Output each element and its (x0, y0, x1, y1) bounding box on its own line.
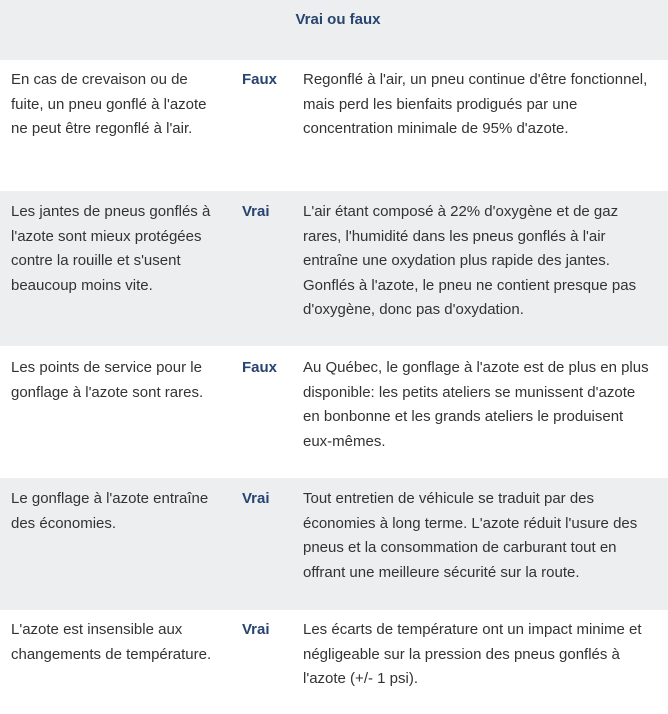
explanation-cell: Regonflé à l'air, un pneu continue d'être fonctionnel, mais perd les bienfaits prodigués par une concentration minimale de 95% d'azote. (303, 71, 648, 137)
statement-cell: Les jantes de pneus gonflés à l'azote sont mieux protégées contre la rouille et s'usent beaucoup moins vite. (11, 203, 211, 294)
statement-cell: Les points de service pour le gonflage à l'azote sont rares. (11, 359, 204, 401)
table-row (0, 191, 668, 346)
table-row (0, 346, 668, 478)
statement-cell: En cas de crevaison ou de fuite, un pneu gonflé à l'azote ne peut être regonflé à l'air. (11, 71, 207, 137)
verdict-cell: Vrai (242, 490, 270, 507)
explanation-cell: Les écarts de température ont un impact minime et négligeable sur la pression des pneus gonflés à l'azote (+/- 1 psi). (303, 621, 642, 687)
table-row (0, 60, 668, 191)
explanation-cell: L'air étant composé à 22% d'oxygène et de gaz rares, l'humidité dans les pneus gonflés à l'air entraîne une oxydation plus rapide des jantes. Gonflés à l'azote, le pneu ne contient presque pas d'oxygène, donc pas d'oxydation. (303, 203, 637, 318)
explanation-cell: Tout entretien de véhicule se traduit par des économies à long terme. L'azote réduit l'usure des pneus et la consommation de carburant tout en offrant une meilleure sécurité sur la route. (303, 490, 638, 581)
statement-cell: Le gonflage à l'azote entraîne des économies. (11, 490, 209, 532)
statement-cell: L'azote est insensible aux changements de température. (11, 621, 212, 663)
explanation-cell: Au Québec, le gonflage à l'azote est de plus en plus disponible: les petits ateliers se munissent d'azote en bonbonne et les grands ateliers le produisent eux-mêmes. (303, 359, 649, 450)
verdict-cell: Vrai (242, 203, 270, 220)
table-row (0, 478, 668, 610)
table-header (0, 0, 668, 60)
verdict-cell: Vrai (242, 621, 270, 638)
verdict-cell: Faux (242, 359, 278, 376)
table-title: Vrai ou faux (295, 11, 381, 28)
verdict-cell: Faux (242, 71, 278, 88)
table-row (0, 610, 668, 714)
